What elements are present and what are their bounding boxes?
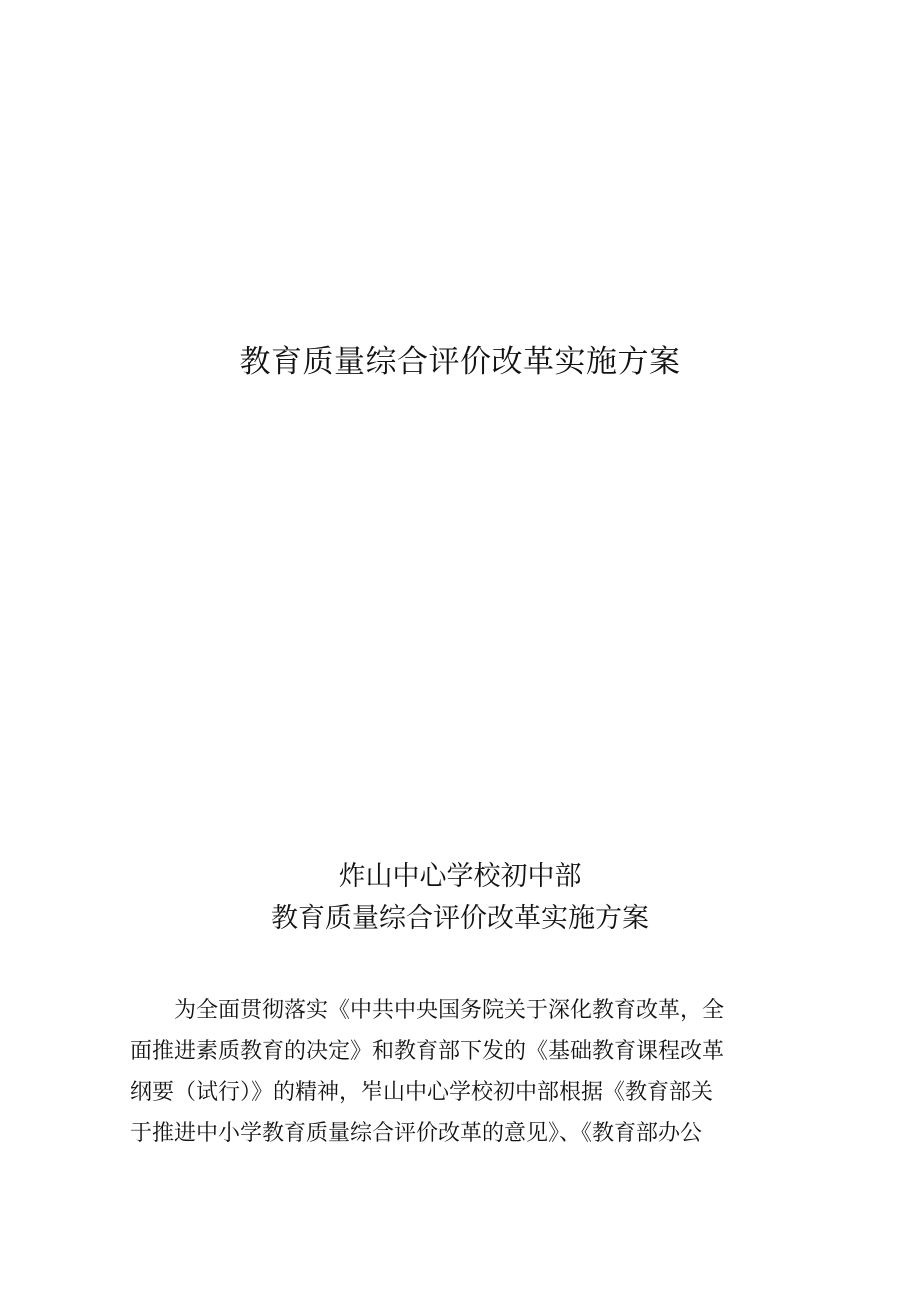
document-heading bbox=[0, 856, 920, 940]
heading-school-name: 炸山中心学校初中部 bbox=[338, 861, 582, 892]
heading-plan-title: 教育质量综合评价改革实施方案 bbox=[271, 903, 649, 934]
body-line-1: 为全面贯彻落实《中共中央国务院关于深化教育改革，全 bbox=[174, 998, 725, 1023]
body-line-4: 于推进中小学教育质量综合评价改革的意见》、《教育部办公 bbox=[130, 1121, 703, 1146]
body-paragraph bbox=[130, 990, 790, 1154]
body-line-2: 面推进素质教育的决定》和教育部下发的《基础教育课程改革 bbox=[130, 1039, 725, 1064]
cover-title: 教育质量综合评价改革实施方案 bbox=[239, 344, 681, 380]
body-line-3: 纲要（试行）》的精神，岝山中心学校初中部根据《教育部关 bbox=[130, 1080, 714, 1105]
